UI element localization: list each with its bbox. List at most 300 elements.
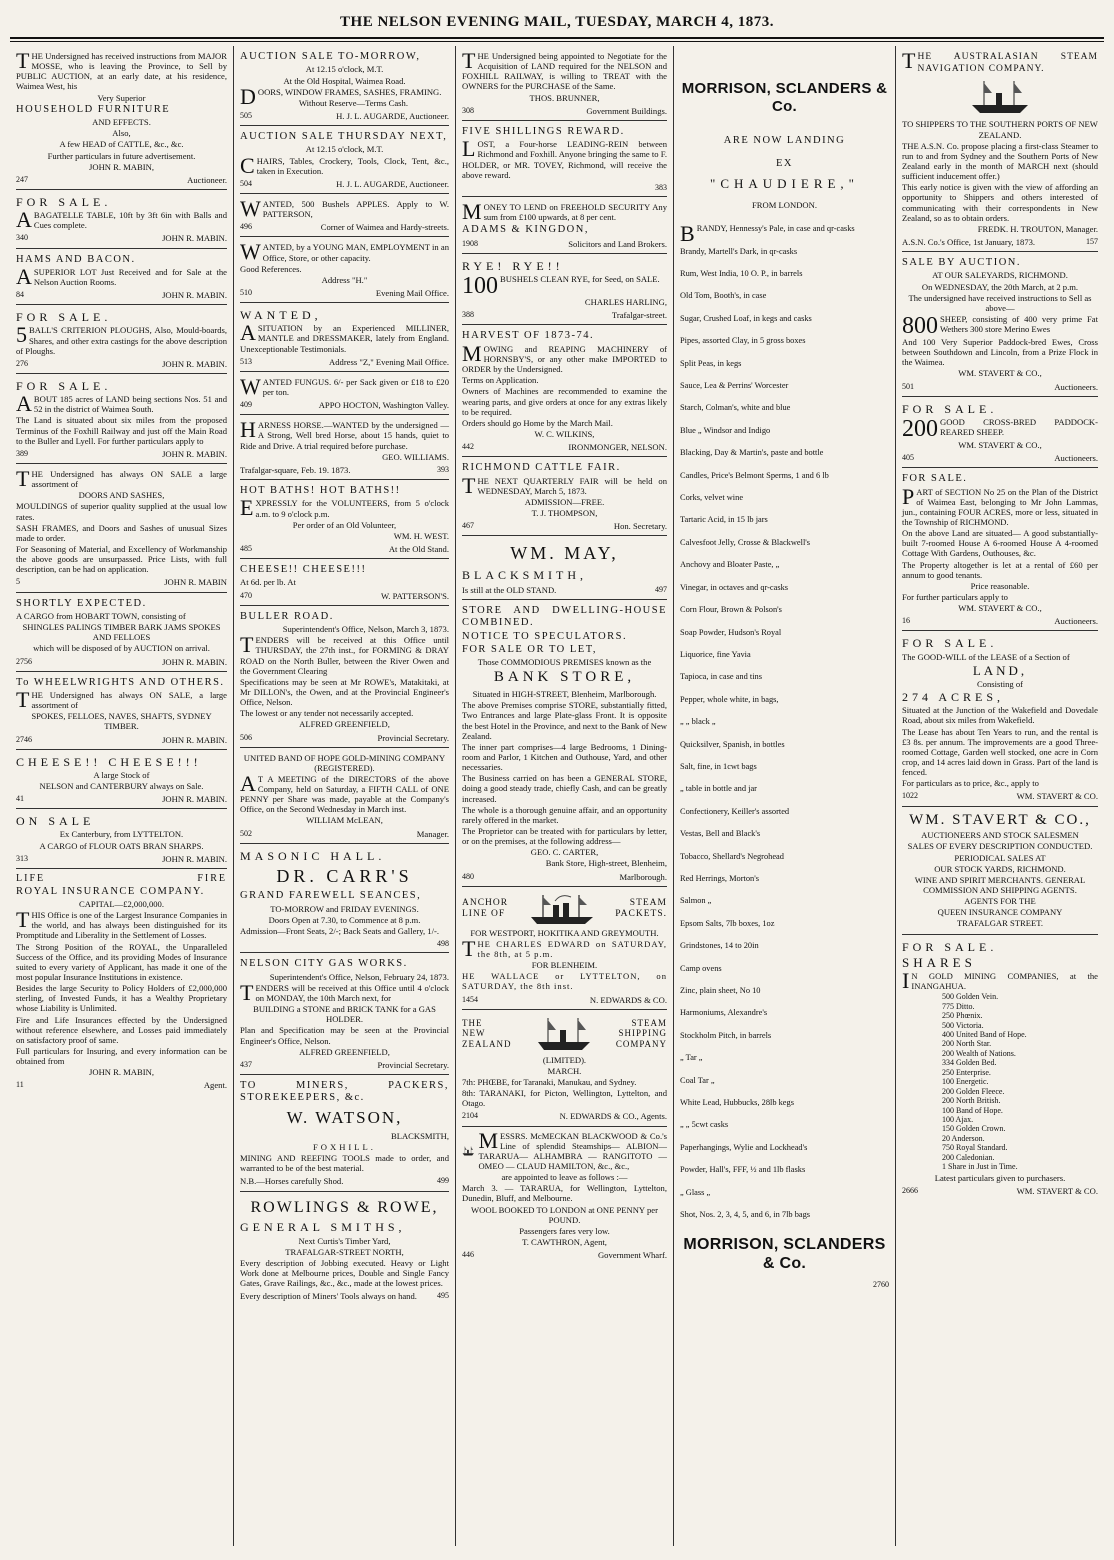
drop-cap: M [478,1127,499,1153]
ad-number: 393 [437,464,449,474]
ad-signature: Evening Mail Office. [375,288,449,298]
ad-shortly-expected [16,593,227,672]
ad-number: 505 [240,110,252,120]
ad-body: OST, a Four-horse LEADING-REIN between Richmond and Foxhill. Anyone bringing the same to F. HOLDER, or MR. TOVEY, Richmond, will receive the above reward. [462,139,667,180]
ad-line: Superintendent's Office, Nelson, March 3, 1873. [282,624,449,635]
goods-item: Epsom Salts, 7lb boxes, 1oz [680,918,775,928]
ad-heading: ROWLINGS & ROWE, [250,1198,439,1216]
share-item: 200 Golden Fleece. [942,1086,1005,1096]
ad-heading: NELSON CITY GAS WORKS. [240,958,408,970]
goods-item: Salmon „ [680,896,712,906]
ad-body: HE WALLACE or LYTTELTON, on SATURDAY, the 8th inst. [462,971,667,992]
ad-items: SPOKES, FELLOES, NAVES, SHAFTS, SYDNEY TIMBER. [31,711,212,732]
ad-body: The inner part comprises—4 large Bedrooms, 1 Dining-room and Parlor, 1 Kitchen and Outhouse, Yard, and other necessaries. [462,741,667,773]
ad-heading: LINE OF [462,908,506,919]
ad-signature: Address "Z," Evening Mail Office. [329,356,449,367]
ad-number: 157 [1086,236,1098,246]
ad-heading: W. WATSON, [286,1107,403,1127]
ad-cheese-patterson [240,559,449,606]
ad-line: Further particulars in future advertisement. [47,150,196,161]
ad-number: 405 [902,453,914,463]
ad-subheading: Ex Canterbury, from LYTTELTON. [59,829,184,840]
ad-number: 446 [462,1250,474,1260]
drop-cap: T [240,979,254,1005]
column-4 [674,46,896,1546]
ad-signature: Government Buildings. [586,105,667,116]
share-item: 200 Caledonian. [942,1152,995,1162]
goods-item: Sugar, Crushed Loaf, in kegs and casks [680,313,812,323]
ad-line: AT OUR SALEYARDS, RICHMOND. [932,270,1068,281]
ad-signature: WM. STAVERT & CO., [958,603,1042,614]
ad-bagatelle [16,190,227,249]
ad-number: 485 [240,543,252,553]
ad-heading: RICHMOND CATTLE FAIR. [462,462,621,474]
ad-heading: COMPANY [615,1038,667,1049]
goods-item: Confectionery, Keiller's assorted [680,806,790,816]
ad-body: BAGATELLE TABLE, 10ft by 3ft 6in with Balls and Cues complete. [33,210,227,231]
ad-body: THE A.S.N. Co. propose placing a first-class Steamer to run to and from Sydney and the Southern Ports of New Zealand early in the month of MARCH next (should sufficient inducement offer.) [902,140,1098,182]
goods-item: Blacking, Day & Martin's, paste and bottle [680,448,824,458]
ad-body: On the above Land are situated— A good substantially-built 7-roomed House A 6-roomed House A 4-roomed Cottage With Gardens, Outhouses, &c. [902,528,1098,559]
goods-item: Corn Flour, Brown & Polson's [680,605,782,615]
ad-signature: H. J. L. AUGARDE, Auctioneer. [336,110,449,121]
goods-item: White Lead, Hubbucks, 28lb kegs [680,1098,794,1108]
ad-heading: FOR SALE. [902,636,998,651]
ad-five-shillings [462,121,667,197]
ad-band-of-hope [240,748,449,844]
share-item: 100 Band of Hope. [942,1105,1003,1115]
ad-number: 501 [902,381,914,391]
ad-heading: ZEALAND [462,1038,512,1049]
ad-heading: FOR SALE. [902,401,998,416]
ad-heading: FIRE [197,872,227,884]
ad-body: The lowest or any tender not necessarily accepted. [240,708,414,719]
ad-line: For particulars as to price, &c., apply to [902,778,1039,789]
ad-signature: Auctioneers. [1054,381,1098,392]
ad-nz-shipping [462,1010,667,1127]
ad-body: OORS, WINDOW FRAMES, SASHES, FRAMING. [257,86,442,97]
share-item: 775 Ditto. [942,1001,975,1011]
ad-body: ENDERS will be received at this Office until THURSDAY, the 27th inst., for FORMING & DRAY ROAD on the North Buller, between the River Owen and the Government Clearing [240,635,449,676]
ad-body: A CARGO from HOBART TOWN, consisting of [16,610,186,621]
ad-body: ENDERS will be received at this Office until 4 o'clock on MONDAY, the 10th March next, for [255,982,449,1004]
ad-signature: Trafalgar-street. [611,310,667,321]
ad-heading: FOXHILL. [313,1141,376,1152]
share-item: 150 Golden Crown. [942,1124,1006,1134]
ad-signature: JOHN R. MABIN, [89,161,154,172]
ad-line: Per order of an Old Volunteer, [292,519,397,530]
ad-watson-blacksmith [240,1075,449,1192]
drop-cap: H [240,417,256,443]
ad-number: 504 [240,178,252,188]
ad-heading: To WHEELWRIGHTS AND OTHERS. [16,676,225,688]
ad-line: Situated in HIGH-STREET, Blenheim, Marlborough. [472,689,657,700]
ad-signature: A.S.N. Co.'s Office, 1st January, 1873. [902,236,1036,247]
share-item: 334 Golden Bed. [942,1058,997,1068]
ad-heading: STORE AND DWELLING-HOUSE COMBINED. [462,604,667,629]
ad-body: MINING AND REEFING TOOLS made to order, and warranted to be of the best material. [240,1153,449,1174]
ad-body: ANTED, 500 Bushels APPLES. Apply to W. PATTERSON, [262,199,449,220]
ad-body: Orders should go Home by the March Mail. [462,417,613,428]
goods-item: „ table in bottle and jar [680,784,757,794]
ad-doors-sashes [16,464,227,593]
ad-number: 5 [16,577,20,587]
drop-cap: T [462,935,476,961]
goods-item: Zinc, plain sheet, No 10 [680,986,761,995]
ad-line: TRAFALGAR-STREET NORTH, [285,1246,404,1257]
goods-item: Shot, Nos. 2, 3, 4, 5, and 6, in 7lb bags [680,1210,811,1220]
ad-number: 308 [462,105,474,115]
share-item: 20 Anderson. [942,1133,985,1143]
ad-subheading: CAPITAL—£2,000,000. [78,899,164,910]
ad-on-sale-flour [16,809,227,869]
ad-number: 276 [16,358,28,368]
ad-gas-works [240,953,449,1075]
ad-heading: NOTICE TO SPECULATORS. [462,630,628,642]
goods-item: Tartaric Acid, in 15 lb jars [680,515,768,525]
ad-signature: W. C. WILKINS, [534,428,595,439]
ad-wm-may [462,536,667,600]
ad-signature: H. J. L. AUGARDE, Auctioneer. [336,178,449,189]
ad-auction-tomorrow [240,46,449,126]
ad-line: are appointed to leave as follows :— [501,1172,628,1183]
goods-item: Camp ovens [680,963,722,973]
ad-line: Is still at the OLD STAND. [462,584,557,595]
ad-signature: JOHN R. MABIN. [162,656,227,667]
share-item: 500 Golden Vein. [942,992,999,1002]
ad-number: 513 [240,356,252,366]
ad-line: QUEEN INSURANCE COMPANY [937,907,1063,918]
ad-signature: APPO HOCTON, Washington Valley. [318,400,449,411]
share-item: 200 North Star. [942,1039,992,1049]
goods-item: Starch, Colman's, white and blue [680,403,791,413]
drop-cap: W [240,239,261,265]
ad-cheese-mabin [16,750,227,810]
ad-line: Also, [112,128,131,139]
drop-cap: E [240,495,254,521]
drop-cap: D [240,83,256,109]
ad-subheading: MARCH. [547,1065,582,1076]
ad-line: Address "H." [321,274,368,285]
ex-line: EX [776,157,793,169]
ad-signature: Bank Store, High-street, Blenheim, [545,858,667,869]
ad-signature: W. PATTERSON'S. [380,590,449,601]
drop-cap: T [16,48,30,73]
goods-item: Anchovy and Bloater Paste, „ [680,560,780,570]
ad-number: 247 [16,174,28,184]
ad-body: The undersigned have received instructions to Sell as above— [908,292,1092,313]
ad-body: HE CHARLES EDWARD on SATURDAY, the 8th, at 5 p.m. [477,938,667,959]
ad-body: ESSRS. McMECKAN BLACKWOOD & Co.'s Line of splendid Steamships— ALBION— TARARUA— ALHAMBRA — RANGITOTO — OMEO — CLAUD HAMILTON, &c., &c., [478,1130,667,1171]
goods-item: Grindstones, 14 to 20in [680,941,759,951]
ad-heading: FOR SALE OR TO LET, [462,643,597,655]
goods-item: „ „ black „ [680,717,716,727]
share-item: 100 Energetic. [942,1077,989,1087]
ad-line: WINE AND SPIRIT MERCHANTS. GENERAL COMMISSION AND SHIPPING AGENTS. [914,874,1086,895]
ad-signature: Auctioneers. [1054,453,1098,464]
ad-signature: CHARLES HARLING, [584,297,667,308]
ad-heading: ON SALE [16,814,95,829]
goods-item: Split Peas, in kegs [680,358,742,368]
share-item: 750 Royal Standard. [942,1143,1008,1153]
ad-signature: Auctioneer. [187,174,227,185]
ad-body: SITUATION by an Experienced MILLINER, MANTLE and DRESSMAKER, lately from England. Unexceptionable Testimonials. [240,323,449,354]
drop-cap: I [902,968,910,993]
ad-body: Situated at the Junction of the Wakefield and Dovedale Road, about six miles from Wakefield. [902,705,1098,726]
ad-bank-store [462,600,667,887]
ad-wanted-apples [240,194,449,237]
ad-signature: WM. STAVERT & CO., [958,439,1042,450]
goods-item: Rum, West India, 10 O. P., in barrels [680,269,803,278]
ad-body: This early notice is given with the view of affording an opportunity to Shippers and others interested of communicating with their correspondents in New Zealand, so as to obtain orders. [902,182,1098,223]
ad-line: Superintendent's Office, Nelson, February 24, 1873. [269,971,449,982]
ad-body: SUPERIOR LOT Just Received and for Sale at the Nelson Auction Rooms. [33,266,227,288]
ad-heading: SHIPPING [618,1028,667,1039]
drop-cap: M [462,199,482,225]
share-item: 250 Phœnix. [942,1011,983,1021]
goods-item: Brandy, Martell's Dark, in qr-casks [680,246,798,256]
ad-heading: ROYAL INSURANCE COMPANY. [16,885,205,897]
ad-heading: FOR SALE. [16,310,112,325]
ad-body: N GOLD MINING COMPANIES, at the INANGAHUA. [911,971,1098,992]
ad-number: 442 [462,442,474,452]
share-item: 250 Enterprise. [942,1067,991,1077]
ad-buller-road [240,606,449,748]
ad-heading: 274 ACRES, [902,690,1005,705]
drop-cap: W [240,373,261,399]
goods-item: Red Herrings, Morton's [680,873,759,883]
ad-heading: PACKETS. [615,908,667,919]
ad-line: Next Curtis's Timber Yard, [298,1235,391,1246]
ad-number: 480 [462,871,474,881]
ad-number: 84 [16,290,24,300]
drop-cap: A [240,770,256,796]
morrison-sclanders-footer: MORRISON, SCLANDERS & Co. [683,1236,886,1273]
column-5 [896,46,1104,1546]
goods-item: Pipes, assorted Clay, in 5 gross boxes [680,336,806,346]
column-3 [456,46,674,1546]
column-1 [10,46,234,1546]
ad-railway-land [462,46,667,121]
ad-hot-baths [240,480,449,559]
ad-line: TO-MORROW and FRIDAY EVENINGS. [270,903,419,914]
ad-signature: Hon. Secretary. [613,521,667,532]
ad-heading: STEAM [629,897,667,908]
drop-cap: L [462,136,476,162]
ad-line: For further particulars apply to [902,591,1008,602]
ad-number: 467 [462,521,474,531]
ad-land-waimea [16,374,227,464]
ad-body: Specifications may be seen at Mr ROWE's, Matakitaki, at Mr DILLON's, the Owen, and at the Provincial Engineer's Office, Nelson. [240,676,449,708]
drop-cap: T [16,907,30,933]
share-item: 200 Wealth of Nations. [942,1048,1016,1058]
ad-heading: HARVEST OF 1873-74. [462,330,595,342]
drop-cap: T [240,632,254,658]
ad-signature: WM. STAVERT & CO. [1016,791,1098,802]
ad-wanted-employment [240,237,449,303]
drop-cap: M [462,340,482,366]
drop-cap: P [902,483,915,509]
ad-subheading: AND EFFECTS. [92,117,151,128]
ad-heading: GENERAL SMITHS, [240,1220,406,1235]
goods-item: Pepper, whole white, in bags, [680,694,779,704]
ad-subheading: TO SHIPPERS TO THE SOUTHERN PORTS OF NEW ZEALAND. [902,119,1098,140]
goods-item: „ Tar „ [680,1053,703,1063]
goods-item: Calvesfoot Jelly, Crosse & Blackwell's [680,537,811,547]
ad-body: A CARGO of FLOUR OATS BRAN SHARPS. [39,840,204,851]
ad-line: ADMISSION—FREE. [524,496,605,507]
ad-royal-insurance [16,869,227,1095]
ad-body: BALL'S CRITERION PLOUGHS, Also, Mould-boards, Shares, and other extra castings for the above description of Ploughs. [16,325,227,356]
drop-cap: 100 [462,273,498,300]
ad-number: 16 [902,616,910,626]
goods-item: Coal Tar „ [680,1075,715,1085]
ad-heading: TO MINERS, PACKERS, STOREKEEPERS, &c. [240,1080,449,1104]
ad-signature: GEO. C. CARTER, [530,847,599,858]
goods-item: Corks, velvet wine [680,493,744,503]
ad-line: OUR STOCK YARDS, RICHMOND. [934,863,1066,874]
ad-heading: WANTED, [240,308,322,323]
from-london: FROM LONDON. [752,200,817,211]
ad-body: ARNESS HORSE.—WANTED by the undersigned — A Strong, Well bred Horse, about 15 hands, quiet to Ride and Drive. A trial required before purchase. [240,420,449,451]
goods-item: Stockholm Pitch, in barrels [680,1030,772,1040]
steamship-icon [527,891,597,927]
ad-body: Fire and Life Insurances effected by the Undersigned without reference elsewhere, and Losses paid immediately on satisfactory proof of same. [16,1014,227,1045]
columns [10,46,1104,1546]
ad-body: NELSON and CANTERBURY always on Sale. [39,781,204,792]
ad-line: On WEDNESDAY, the 20th March, at 2 p.m. [921,281,1079,292]
ad-heading: WM. STAVERT & CO., [909,811,1091,828]
ad-line: Terms on Application. [462,375,539,386]
ad-number: 409 [240,400,252,410]
ad-rowlings-rowe [240,1192,449,1306]
ad-body: HE Undersigned has always ON SALE a large assortment of [31,469,227,490]
ad-subheading: (LIMITED). [542,1054,587,1065]
ad-body: T A MEETING of the DIRECTORS of the above Company, held on Saturday, a FIFTH CALL of ONE PENNY per Share was made, payable at the Company's Office, on the Second Wednesday in March inst. [240,773,449,815]
ad-body: ONEY TO LEND on FREEHOLD SECURITY Any sum from £100 upwards, at 8 per cent. [483,202,667,223]
goods-item: Tobacco, Shellard's Negrohead [680,851,784,861]
ad-body: Admission—Front Seats, 2/-; Back Seats and Gallery, 1/-. [240,925,439,936]
ad-number: 470 [240,590,252,600]
ad-signature: JOHN R. MABIN. [162,448,227,459]
ad-number: 2746 [16,734,32,744]
masthead-rule [10,37,1104,42]
ad-body: The Property altogether is let at a rental of £60 per annum to good tenants. [902,559,1098,580]
ad-body: The Strong Position of the ROYAL, the Unparalleled Success of the Office, and its providing Modes of Insurance suited to every variety of Applicant, has made it one of the most popular Insurance Institutions in existence. [16,941,227,983]
ad-anchor-line [462,887,667,1010]
goods-items [680,247,889,1220]
share-item: 200 North British. [942,1096,1001,1106]
ad-body: HE Undersigned has received instructions from MAJOR MOSSE, who is leaving the Province, to Sell by PUBLIC AUCTION, at an early date, at his residence, Waimea West, his [16,51,227,92]
steamship-icon [462,1131,474,1171]
ad-signature: Agent. [203,1080,227,1091]
ad-heading: RYE! RYE!! [462,259,564,274]
ad-signature: JOHN R. MABIN, [89,1067,154,1078]
ad-number: 510 [240,288,252,297]
ad-heading: BLACKSMITH, [462,567,588,582]
ad-heading: FOR SALE. [16,194,112,209]
ad-heading: FOR SALE. [902,939,998,954]
ad-heading: BLACKSMITH, [390,1130,449,1141]
ad-heading: BULLER ROAD. [240,610,334,622]
ad-body: 7th: PHŒBE, for Taranaki, Manukau, and Sydney. [462,1076,637,1087]
ad-signature: WM. STAVERT & CO. [1016,1185,1098,1196]
drop-cap: 200 [902,415,938,442]
ad-masonic-hall [240,844,449,954]
ad-line: TRAFALGAR STREET. [956,918,1044,929]
ad-body: ANTED, by a YOUNG MAN, EMPLOYMENT in an Office, Store, or other capacity. [262,242,449,263]
ad-line: A few HEAD of CATTLE, &c., &c. [59,139,184,150]
drop-cap: C [240,152,255,178]
ad-body: The above Premises comprise STORE, substantially fitted, Two Entrances and large Plate-glass Front. It is opposite the best Hotel in the Province, and next to the Bank of New Zealand. [462,700,668,741]
ad-money-to-lend [462,197,667,254]
ad-heading: FOR SALE. [16,379,112,394]
ad-number: 388 [462,310,474,320]
goods-item: Sauce, Lea & Perrins' Worcester [680,381,789,391]
ad-ploughs [16,305,227,374]
share-item: 400 United Band of Hope. [942,1030,1027,1040]
drop-cap: A [16,391,32,417]
goods-item: Quicksilver, Spanish, in bottles [680,739,785,749]
ad-body: The Lease has about Ten Years to run, and the rental is £3 8s. per annum. The improvements are a good Three-roomed Cottage, Garden well stocked, one acre in Corn crop, and 14 acres laid down in Grass. Part of the land is fenced. [902,726,1098,778]
ad-number: 340 [16,233,28,243]
ad-body: At 6d. per lb. At [240,577,296,588]
ad-signature: JOHN R. MABIN. [162,794,227,805]
drop-cap: 800 [902,313,938,340]
ad-line: The GOOD-WILL of the LEASE of a Section of [902,651,1070,662]
goods-item: „ „ 5cwt casks [680,1120,729,1130]
ad-heading: ADAMS & KINGDON, [462,223,589,235]
drop-cap: T [462,472,476,498]
ad-number: 496 [240,222,252,232]
ad-asn-company [902,46,1098,252]
ad-body: BUSHELS CLEAN RYE, for Seed, on SALE. [500,274,660,285]
ad-number: 502 [240,828,252,838]
ad-heading: SALE BY AUCTION. [902,257,1021,269]
goods-item: Vinegar, in octaves and qr-casks [680,582,789,592]
drop-cap: T [16,466,30,492]
ad-number: 1022 [902,791,918,801]
ad-body: A large Stock of [93,769,150,780]
ad-auction-thursday [240,126,449,194]
ad-signature: At the Old Stand. [388,543,449,554]
goods-item: Vestas, Bell and Black's [680,829,761,839]
ad-body: The Business carried on has been a GENERAL STORE, doing a good steady trade, chiefly Cash, and can be greatly increased. [462,773,667,804]
ad-heading: HOUSEHOLD FURNITURE [16,103,171,115]
goods-item: Blue „ Windsor and Indigo [680,425,771,435]
ad-body: HE Undersigned has always ON SALE, a large assortment of [31,690,227,711]
ad-signature: Provincial Secretary. [377,732,449,743]
ad-body: 8th: TARANAKI, for Picton, Wellington, Lyttelton, and Otago. [462,1088,667,1109]
ad-heading: HE AUSTRALASIAN STEAM NAVIGATION COMPANY. [917,52,1098,75]
ad-line: N.B.—Horses carefully Shod. [240,1176,344,1187]
ad-signature: ALFRED GREENFIELD, [299,1046,390,1057]
drop-cap: T [902,48,916,73]
ad-signature: FREDK. H. TROUTON, Manager. [977,223,1098,234]
ad-heading: MASONIC HALL. [240,848,386,863]
ad-signature: Manager. [416,828,449,839]
ad-heading: WM. MAY, [510,543,619,564]
ad-signature: T. CAWTHRON, Agent, [522,1236,607,1247]
ad-shares [902,935,1098,1200]
ad-body: March 3. — TARARUA, for Wellington, Lyttelton, Dunedin, Bluff, and Melbourne. [462,1183,667,1204]
ad-signature: Provincial Secretary. [377,1059,449,1070]
ad-number: 313 [16,853,28,863]
ad-heading: GRAND FAREWELL SEANCES, [240,890,422,902]
ad-signature: IRONMONGER, NELSON. [568,442,667,453]
goods-item: Old Tom, Booth's, in case [680,291,767,301]
ad-body: HE NEXT QUARTERLY FAIR will be held on WEDNESDAY, March 5, 1873. [477,475,667,496]
